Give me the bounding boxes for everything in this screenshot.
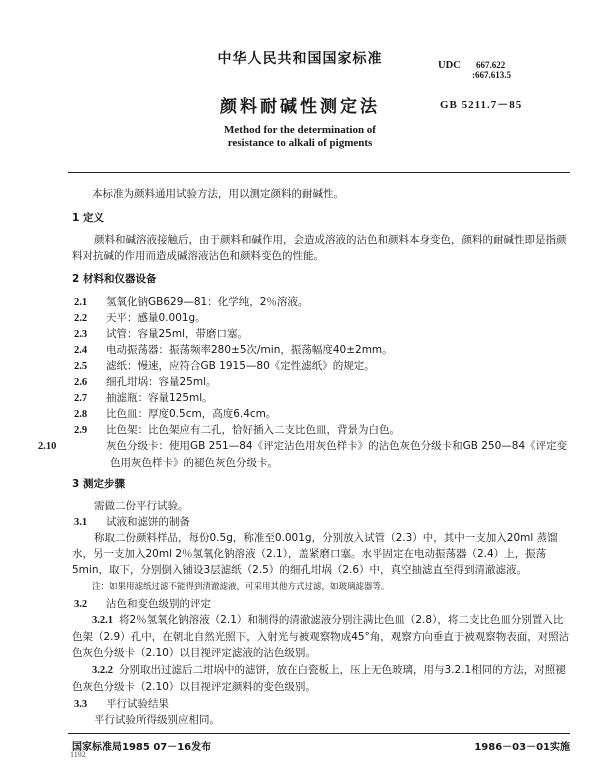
subsection-3-3-heading (74, 696, 570, 713)
section-3-heading: 3 测定步骤 (72, 478, 125, 490)
udc-code-line1: 667.622 (476, 60, 506, 70)
item-text: 灰色分级卡：使用GB 251—84《评定沾色用灰色样卡》的沾色灰色分级卡和GB 250—84《评定变色用灰色样卡》的褪色灰色分级卡。 (106, 440, 568, 469)
subsection-number: 3.2 (74, 599, 88, 610)
subsection-title: 沾色和变色级别的评定 (106, 598, 211, 610)
item-text: 细孔坩埚：容量25ml。 (106, 376, 217, 388)
subsection-number: 3.1 (74, 517, 88, 528)
item-text: 比色皿：厚度0.5cm，高度6.4cm。 (106, 408, 277, 420)
item-3-2-1 (72, 612, 570, 661)
subsection-3-1-text: 称取二份颜料样品，每份0.5g，称准至0.001g，分别放入试管（2.3）中，其中一支加入20ml 蒸馏水，另一支加入20ml 2％氢氧化钠溶液（2.1），盖紧磨口塞。水平固定在电动振荡器（2.4）上，振荡5min，取下，分别倒入铺设3层滤纸（2.5）的细孔坩埚（2.6）中，真空抽滤直至得到清澈滤液。 (72, 532, 558, 576)
subsection-title: 试液和滤饼的制备 (106, 516, 190, 528)
item-3-2-2 (72, 662, 570, 695)
english-title-line2: resistance to alkali of pigments (227, 137, 373, 149)
item-number: 2.6 (74, 377, 88, 388)
section-3-intro: 需做二份平行试验。 (94, 500, 189, 512)
subsection-3-3-text: 平行试验所得级别应相同。 (94, 714, 220, 726)
item-number: 2.9 (74, 425, 88, 436)
footer-divider (68, 733, 570, 734)
section-1-text: 颜料和碱溶液接触后，由于颜料和碱作用，会造成溶液的沾色和颜料本身变色，颜料的耐碱性即是指颜料对抗碱的作用而造成碱溶液沾色和颜料变色的性能。 (72, 234, 567, 262)
section-1-heading: 1 定义 (72, 212, 104, 224)
item-2-9 (74, 422, 570, 439)
item-number: 2.10 (38, 441, 57, 452)
item-text: 电动振荡器：振荡频率280±5次/min，振荡幅度40±2mm。 (106, 344, 393, 356)
item-2-8 (74, 406, 570, 423)
header-divider (68, 172, 570, 173)
subsection-title: 平行试验结果 (106, 698, 169, 710)
item-number: 2.3 (74, 329, 88, 340)
item-2-10 (38, 438, 570, 471)
udc-code-line2: :667.613.5 (472, 70, 511, 80)
subsection-3-1-note: 注：如果用滤纸过滤不能得到清澈滤液，可采用其他方式过滤，如玻璃滤器等。 (92, 582, 390, 592)
item-text: 滤纸：慢速，应符合GB 1915—80《定性滤纸》的规定。 (106, 360, 375, 372)
item-number: 2.2 (74, 313, 88, 324)
udc-label: UDC (438, 60, 461, 71)
item-2-1 (74, 294, 570, 311)
intro-paragraph: 本标准为颜料通用试验方法，用以测定颜料的耐碱性。 (92, 188, 344, 200)
subsection-3-2-heading (74, 596, 570, 613)
item-text: 抽滤瓶：容量125ml。 (106, 392, 213, 404)
item-text: 比色架：比色架应有二孔，恰好插入二支比色皿，背景为白色。 (106, 424, 400, 436)
item-number: 2.7 (74, 393, 88, 404)
english-title-line1: Method for the determination of (224, 124, 376, 136)
item-text: 将2％氢氧化钠溶液（2.1）和制得的清澈滤液分别注满比色皿（2.8），将二支比色皿分别置入比色架（2.9）孔中，在朝北自然光照下，入射光与被观察物成45°角，观察方向垂直于被观察物表面，对照沾色灰色分级卡（2.10）以目视评定滤液的沾色级别。 (72, 614, 570, 659)
item-2-5 (74, 358, 570, 375)
item-2-3 (74, 326, 570, 343)
item-text: 氢氧化钠GB629—81：化学纯，2％溶液。 (106, 296, 309, 308)
subsection-number: 3.3 (74, 699, 88, 710)
item-number: 2.1 (74, 297, 88, 308)
item-text: 天平：感量0.001g。 (106, 312, 206, 324)
document-title: 颜料耐碱性测定法 (220, 97, 380, 117)
item-2-7 (74, 390, 570, 407)
item-number: 3.2.2 (92, 665, 113, 676)
standard-number: GB 5211.7－85 (440, 99, 523, 111)
item-text: 分别取出过滤后二坩埚中的滤饼，放在白瓷板上，压上无色玻璃，用与3.2.1相同的方法，对照褪色灰色分级卡（2.10）以目视评定颜料的变色级别。 (72, 664, 566, 693)
item-number: 3.2.1 (92, 615, 113, 626)
subsection-3-1-heading (74, 514, 570, 531)
item-2-6 (74, 374, 570, 391)
effective-date: 1986－03－01实施 (474, 742, 570, 753)
approval-date: 国家标准局1985 07－16发布 (72, 742, 212, 753)
page-number: 1192 (70, 750, 86, 759)
item-number: 2.5 (74, 361, 88, 372)
item-2-4 (74, 342, 570, 359)
section-2-heading: 2 材料和仪器设备 (72, 273, 157, 285)
item-number: 2.4 (74, 345, 88, 356)
item-2-2 (74, 310, 570, 327)
item-text: 试管：容量25ml，带磨口塞。 (106, 328, 249, 340)
item-number: 2.8 (74, 409, 88, 420)
issuing-body: 中华人民共和国国家标准 (217, 51, 383, 67)
